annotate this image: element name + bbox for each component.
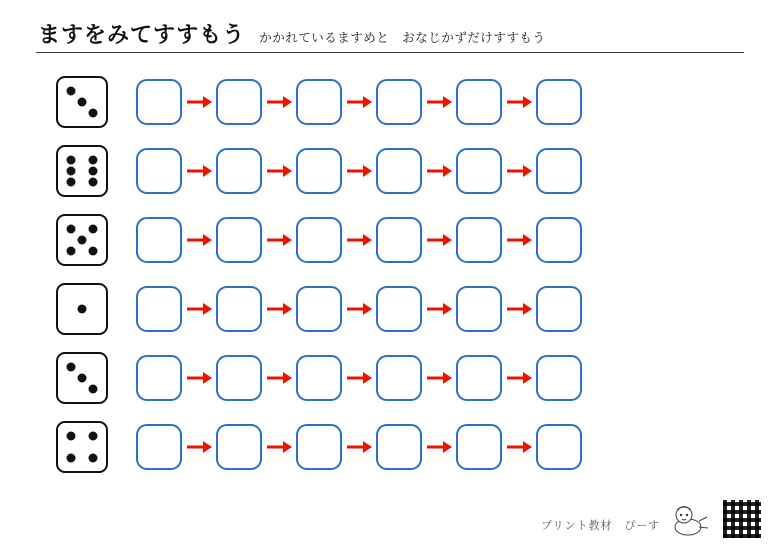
arrow-right-icon: [262, 233, 296, 247]
arrow-right-icon: [502, 95, 536, 109]
arrow-right-icon: [422, 164, 456, 178]
answer-box[interactable]: [216, 79, 262, 125]
answer-box[interactable]: [296, 424, 342, 470]
arrow-head: [363, 372, 372, 384]
arrow-right-icon: [342, 164, 376, 178]
arrow-head: [283, 165, 292, 177]
exercise-row: [36, 275, 746, 343]
answer-box[interactable]: [456, 424, 502, 470]
arrow-head: [443, 165, 452, 177]
answer-box[interactable]: [216, 355, 262, 401]
arrow-head: [363, 234, 372, 246]
exercise-row: [36, 206, 746, 274]
answer-box[interactable]: [536, 217, 582, 263]
arrow-right-icon: [342, 233, 376, 247]
arrow-head: [523, 234, 532, 246]
arrow-right-icon: [182, 371, 216, 385]
die-face-4-icon: [56, 421, 108, 473]
answer-box[interactable]: [456, 148, 502, 194]
die-face-5-icon: [56, 214, 108, 266]
answer-box[interactable]: [376, 286, 422, 332]
answer-box[interactable]: [296, 148, 342, 194]
die-pip: [78, 374, 87, 383]
die-pip: [89, 454, 98, 463]
answer-box[interactable]: [536, 355, 582, 401]
arrow-head: [523, 372, 532, 384]
arrow-head: [203, 441, 212, 453]
answer-track: [128, 79, 746, 125]
arrow-right-icon: [502, 233, 536, 247]
arrow-right-icon: [182, 164, 216, 178]
arrow-head: [203, 372, 212, 384]
arrow-right-icon: [422, 233, 456, 247]
answer-box[interactable]: [456, 286, 502, 332]
exercise-rows: [36, 68, 746, 482]
arrow-head: [443, 303, 452, 315]
answer-box[interactable]: [376, 217, 422, 263]
die-pip: [66, 155, 75, 164]
die-pip: [89, 385, 98, 394]
answer-track: [128, 355, 746, 401]
header-divider: [36, 52, 744, 53]
mascot-icon: [668, 501, 714, 539]
arrow-right-icon: [422, 440, 456, 454]
answer-box[interactable]: [296, 286, 342, 332]
arrow-head: [203, 234, 212, 246]
die-pip: [89, 224, 98, 233]
arrow-head: [283, 96, 292, 108]
die-pip: [89, 109, 98, 118]
arrow-head: [523, 96, 532, 108]
exercise-row: [36, 413, 746, 481]
arrow-head: [363, 96, 372, 108]
answer-box[interactable]: [536, 286, 582, 332]
die-face-1-icon: [56, 283, 108, 335]
arrow-head: [203, 165, 212, 177]
answer-box[interactable]: [376, 79, 422, 125]
arrow-right-icon: [502, 371, 536, 385]
answer-box[interactable]: [136, 424, 182, 470]
page-title: ますをみてすすもう: [38, 22, 246, 47]
arrow-head: [523, 441, 532, 453]
answer-box[interactable]: [136, 79, 182, 125]
answer-track: [128, 217, 746, 263]
arrow-right-icon: [502, 164, 536, 178]
arrow-head: [203, 96, 212, 108]
answer-box[interactable]: [456, 79, 502, 125]
answer-box[interactable]: [136, 355, 182, 401]
answer-box[interactable]: [136, 286, 182, 332]
arrow-right-icon: [342, 371, 376, 385]
die-pip: [66, 178, 75, 187]
arrow-head: [363, 165, 372, 177]
answer-box[interactable]: [536, 424, 582, 470]
arrow-head: [283, 234, 292, 246]
die-pip: [78, 305, 87, 314]
die-pip: [89, 247, 98, 256]
die-pip: [66, 247, 75, 256]
answer-box[interactable]: [456, 217, 502, 263]
answer-box[interactable]: [136, 148, 182, 194]
answer-box[interactable]: [296, 217, 342, 263]
arrow-head: [523, 303, 532, 315]
die-pip: [89, 167, 98, 176]
arrow-head: [443, 372, 452, 384]
arrow-head: [203, 303, 212, 315]
die-face-6-icon: [56, 145, 108, 197]
exercise-row: [36, 68, 746, 136]
arrow-right-icon: [262, 440, 296, 454]
arrow-head: [363, 441, 372, 453]
die-pip: [89, 431, 98, 440]
exercise-row: [36, 344, 746, 412]
arrow-right-icon: [502, 440, 536, 454]
answer-box[interactable]: [456, 355, 502, 401]
die-pip: [66, 454, 75, 463]
arrow-right-icon: [262, 302, 296, 316]
arrow-right-icon: [182, 233, 216, 247]
arrow-right-icon: [342, 440, 376, 454]
die-pip: [78, 98, 87, 107]
answer-box[interactable]: [216, 424, 262, 470]
die-cell: [36, 421, 128, 473]
die-cell: [36, 214, 128, 266]
arrow-head: [443, 441, 452, 453]
die-face-3-icon: [56, 352, 108, 404]
arrow-head: [523, 165, 532, 177]
qr-code-icon: [722, 499, 762, 539]
answer-box[interactable]: [376, 355, 422, 401]
die-pip: [89, 178, 98, 187]
page-subtitle: かかれているますめと おなじかずだけすすもう: [259, 31, 546, 45]
die-pip: [66, 224, 75, 233]
answer-box[interactable]: [216, 217, 262, 263]
arrow-right-icon: [182, 95, 216, 109]
page-footer: [541, 499, 762, 539]
arrow-head: [363, 303, 372, 315]
die-cell: [36, 145, 128, 197]
arrow-head: [283, 441, 292, 453]
arrow-right-icon: [342, 302, 376, 316]
answer-box[interactable]: [136, 217, 182, 263]
answer-box[interactable]: [216, 286, 262, 332]
answer-box[interactable]: [216, 148, 262, 194]
arrow-right-icon: [262, 95, 296, 109]
die-pip: [66, 86, 75, 95]
exercise-row: [36, 137, 746, 205]
arrow-right-icon: [182, 302, 216, 316]
arrow-right-icon: [422, 371, 456, 385]
arrow-right-icon: [422, 95, 456, 109]
die-pip: [78, 236, 87, 245]
answer-box[interactable]: [296, 355, 342, 401]
die-pip: [89, 155, 98, 164]
answer-track: [128, 424, 746, 470]
arrow-head: [283, 372, 292, 384]
die-pip: [66, 431, 75, 440]
credit-label: プリント教材 ぴーす: [540, 520, 660, 532]
arrow-right-icon: [422, 302, 456, 316]
die-pip: [66, 167, 75, 176]
arrow-right-icon: [262, 371, 296, 385]
arrow-head: [443, 234, 452, 246]
arrow-head: [283, 303, 292, 315]
page-header: [38, 18, 545, 49]
answer-track: [128, 286, 746, 332]
die-cell: [36, 76, 128, 128]
answer-box[interactable]: [536, 148, 582, 194]
answer-track: [128, 148, 746, 194]
arrow-right-icon: [182, 440, 216, 454]
die-cell: [36, 352, 128, 404]
arrow-right-icon: [262, 164, 296, 178]
die-face-3-icon: [56, 76, 108, 128]
die-pip: [66, 362, 75, 371]
answer-box[interactable]: [536, 79, 582, 125]
arrow-head: [443, 96, 452, 108]
arrow-right-icon: [342, 95, 376, 109]
answer-box[interactable]: [376, 424, 422, 470]
arrow-right-icon: [502, 302, 536, 316]
die-cell: [36, 283, 128, 335]
answer-box[interactable]: [376, 148, 422, 194]
answer-box[interactable]: [296, 79, 342, 125]
